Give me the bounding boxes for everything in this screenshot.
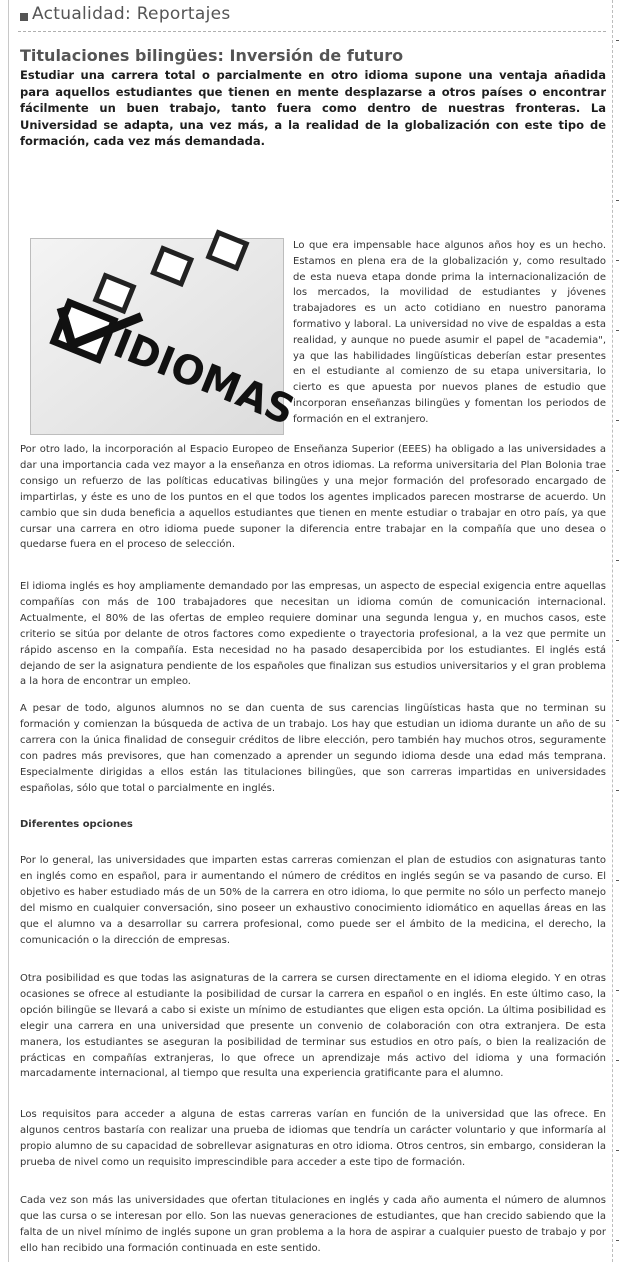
- right-border: [612, 0, 613, 1262]
- section-title: Actualidad: Reportajes: [32, 4, 231, 24]
- paragraph-7: Los requisitos para acceder a alguna de estas carreras varían en función de la universidad que las ofrece. En algunos centros bastaría con realizar una prueba de idiomas que tendría un carácter voluntario y que informaría al propio alumno de su capacidad de sobrellevar asignaturas en otro idioma. Otros centros, sin embargo, consideran la prueba de nivel como un requisito imprescindible para acceder a este tipo de formación.: [20, 1109, 606, 1168]
- left-border: [8, 0, 9, 1262]
- paragraph-6: Otra posibilidad es que todas las asignaturas de la carrera se cursen directamente en el idioma elegido. Y en otras ocasiones se ofrece al estudiante la posibilidad de cursar la carrera en español o en inglés. En este último caso, la opción bilingüe se llevará a cabo si existe un mínimo de estudiantes que eligen esta opción. La última posibilidad es elegir una carrera en una universidad que presente un convenio de colaboración con otra extranjera. De esta manera, los estudiantes se aseguran la posibilidad de terminar sus estudios en otro país, o bien la realización de prácticas en compañías extranjeras, lo que ofrece un aprendizaje más activo del idioma y una formación marcadamente internacional, al tiempo que resulta una experiencia gratificante para el alumno.: [20, 973, 606, 1080]
- section-divider: [18, 31, 606, 32]
- scroll-ticks: [616, 0, 620, 1262]
- square-bullet-icon: [20, 13, 28, 21]
- article-title: Titulaciones bilingües: Inversión de futuro: [20, 46, 404, 65]
- article-image: [30, 238, 307, 437]
- paragraph-5: Por lo general, las universidades que imparten estas carreras comienzan el plan de estudios con asignaturas tanto en inglés como en español, para ir aumentando el número de créditos en inglés según se va pasando de curso. El objetivo es haber estudiado más de un 50% de la carrera en otro idioma, lo que permite no sólo un perfecto manejo del mismo en cualquier conversación, sino poseer un exhaustivo conocimiento idiomático en aquellas áreas en las que el alumno va a desarrollar su carrera profesional, como puede ser el ámbito de la medicina, el derecho, la comunicación o la dirección de empresas.: [20, 855, 606, 946]
- paragraph-4: A pesar de todo, algunos alumnos no se dan cuenta de sus carencias lingüísticas hasta que no terminan su formación y comienzan la búsqueda de activa de un trabajo. Los hay que estudian un idioma durante un año de su carrera con la única finalidad de conseguir créditos de libre elección, pero también hay muchos otros, seguramente con padres más previsores, que han comenzado a aprender un segundo idioma desde una edad más temprana. Especialmente dirigidas a ellos están las titulaciones bilingües, que son carreras impartidas en universidades españolas, sólo que total o parcialmente en inglés.: [20, 703, 606, 794]
- paragraph-3: El idioma inglés es hoy ampliamente demandado por las empresas, un aspecto de especial exigencia entre aquellas compañías con más de 100 trabajadores que necesitan un idioma común de comunicación internacional. Actualmente, el 80% de las ofertas de empleo requiere dominar una segunda lengua y, en muchos casos, este criterio se sitúa por delante de otros factores como expediente o trayectoria profesional, a la vez que permite un rápido ascenso en la compañía. Esta necesidad no ha pasado desapercibida por los estudiantes. El inglés está dejando de ser la asignatura pendiente de los españoles que finalizan sus estudios universitarios y el gran problema a la hora de encontrar un empleo.: [20, 581, 606, 688]
- subheading: Diferentes opciones: [20, 819, 133, 830]
- article-lead: Estudiar una carrera total o parcialmente en otro idioma supone una ventaja añadida para aquellos estudiantes que tienen en mente desplazarse a otros países o encontrar fácilmente un buen trabajo, tanto fuera como dentro de nuestras fronteras. La Universidad se adapta, una vez más, a la realidad de la globalización con este tipo de formación, cada vez más demandada.: [20, 68, 606, 148]
- paragraph-2: Por otro lado, la incorporación al Espacio Europeo de Enseñanza Superior (EEES) ha obligado a las universidades a dar una importancia cada vez mayor a la enseñanza en otros idiomas. La reforma universitaria del Plan Bolonia trae consigo un refuerzo de las políticas educativas bilingües y una mejor formación del profesorado encargado de impartirlas, y éste es uno de los puntos en el que todos los agentes implicados parecen mostrarse de acuerdo. Un cambio que sin duda beneficia a aquellos estudiantes que tienen en mente estudiar o trabajar en otro país, ya que cursar una carrera en otro idioma puede suponer la diferencia entre trabajar en la compañía que uno desea o quedarse fuera en el proceso de selección.: [20, 444, 606, 551]
- image-word: IDIOMAS: [107, 320, 307, 437]
- section-header: [18, 4, 606, 30]
- paragraph-1: Lo que era impensable hace algunos años hoy es un hecho. Estamos en plena era de la globalización y, como resultado de esta nueva etapa donde prima la internacionalización de los mercados, la movilidad de estudiantes y jóvenes trabajadores es un acto cotidiano en nuestro panorama formativo y laboral. La universidad no vive de espaldas a esta realidad, y aunque no puede asumir el papel de "academia", ya que las habilidades lingüísticas deberían estar presentes en el estudiante al comienzo de su etapa universitaria, lo cierto es que apuesta por nuevos planes de estudio que incorporan enseñanzas bilingües y fomentan los periodos de formación en el extranjero.: [293, 240, 606, 425]
- checkbox-illustration: [31, 239, 307, 437]
- paragraph-8: Cada vez son más las universidades que ofertan titulaciones en inglés y cada año aumenta el número de alumnos que las cursa o se interesan por ello. Son las nuevas generaciones de estudiantes, que han crecido sabiendo que la falta de un nivel mínimo de inglés supone un gran problema a la hora de aspirar a cualquier puesto de trabajo y por ello han recibido una formación continuada en este sentido.: [20, 1195, 606, 1254]
